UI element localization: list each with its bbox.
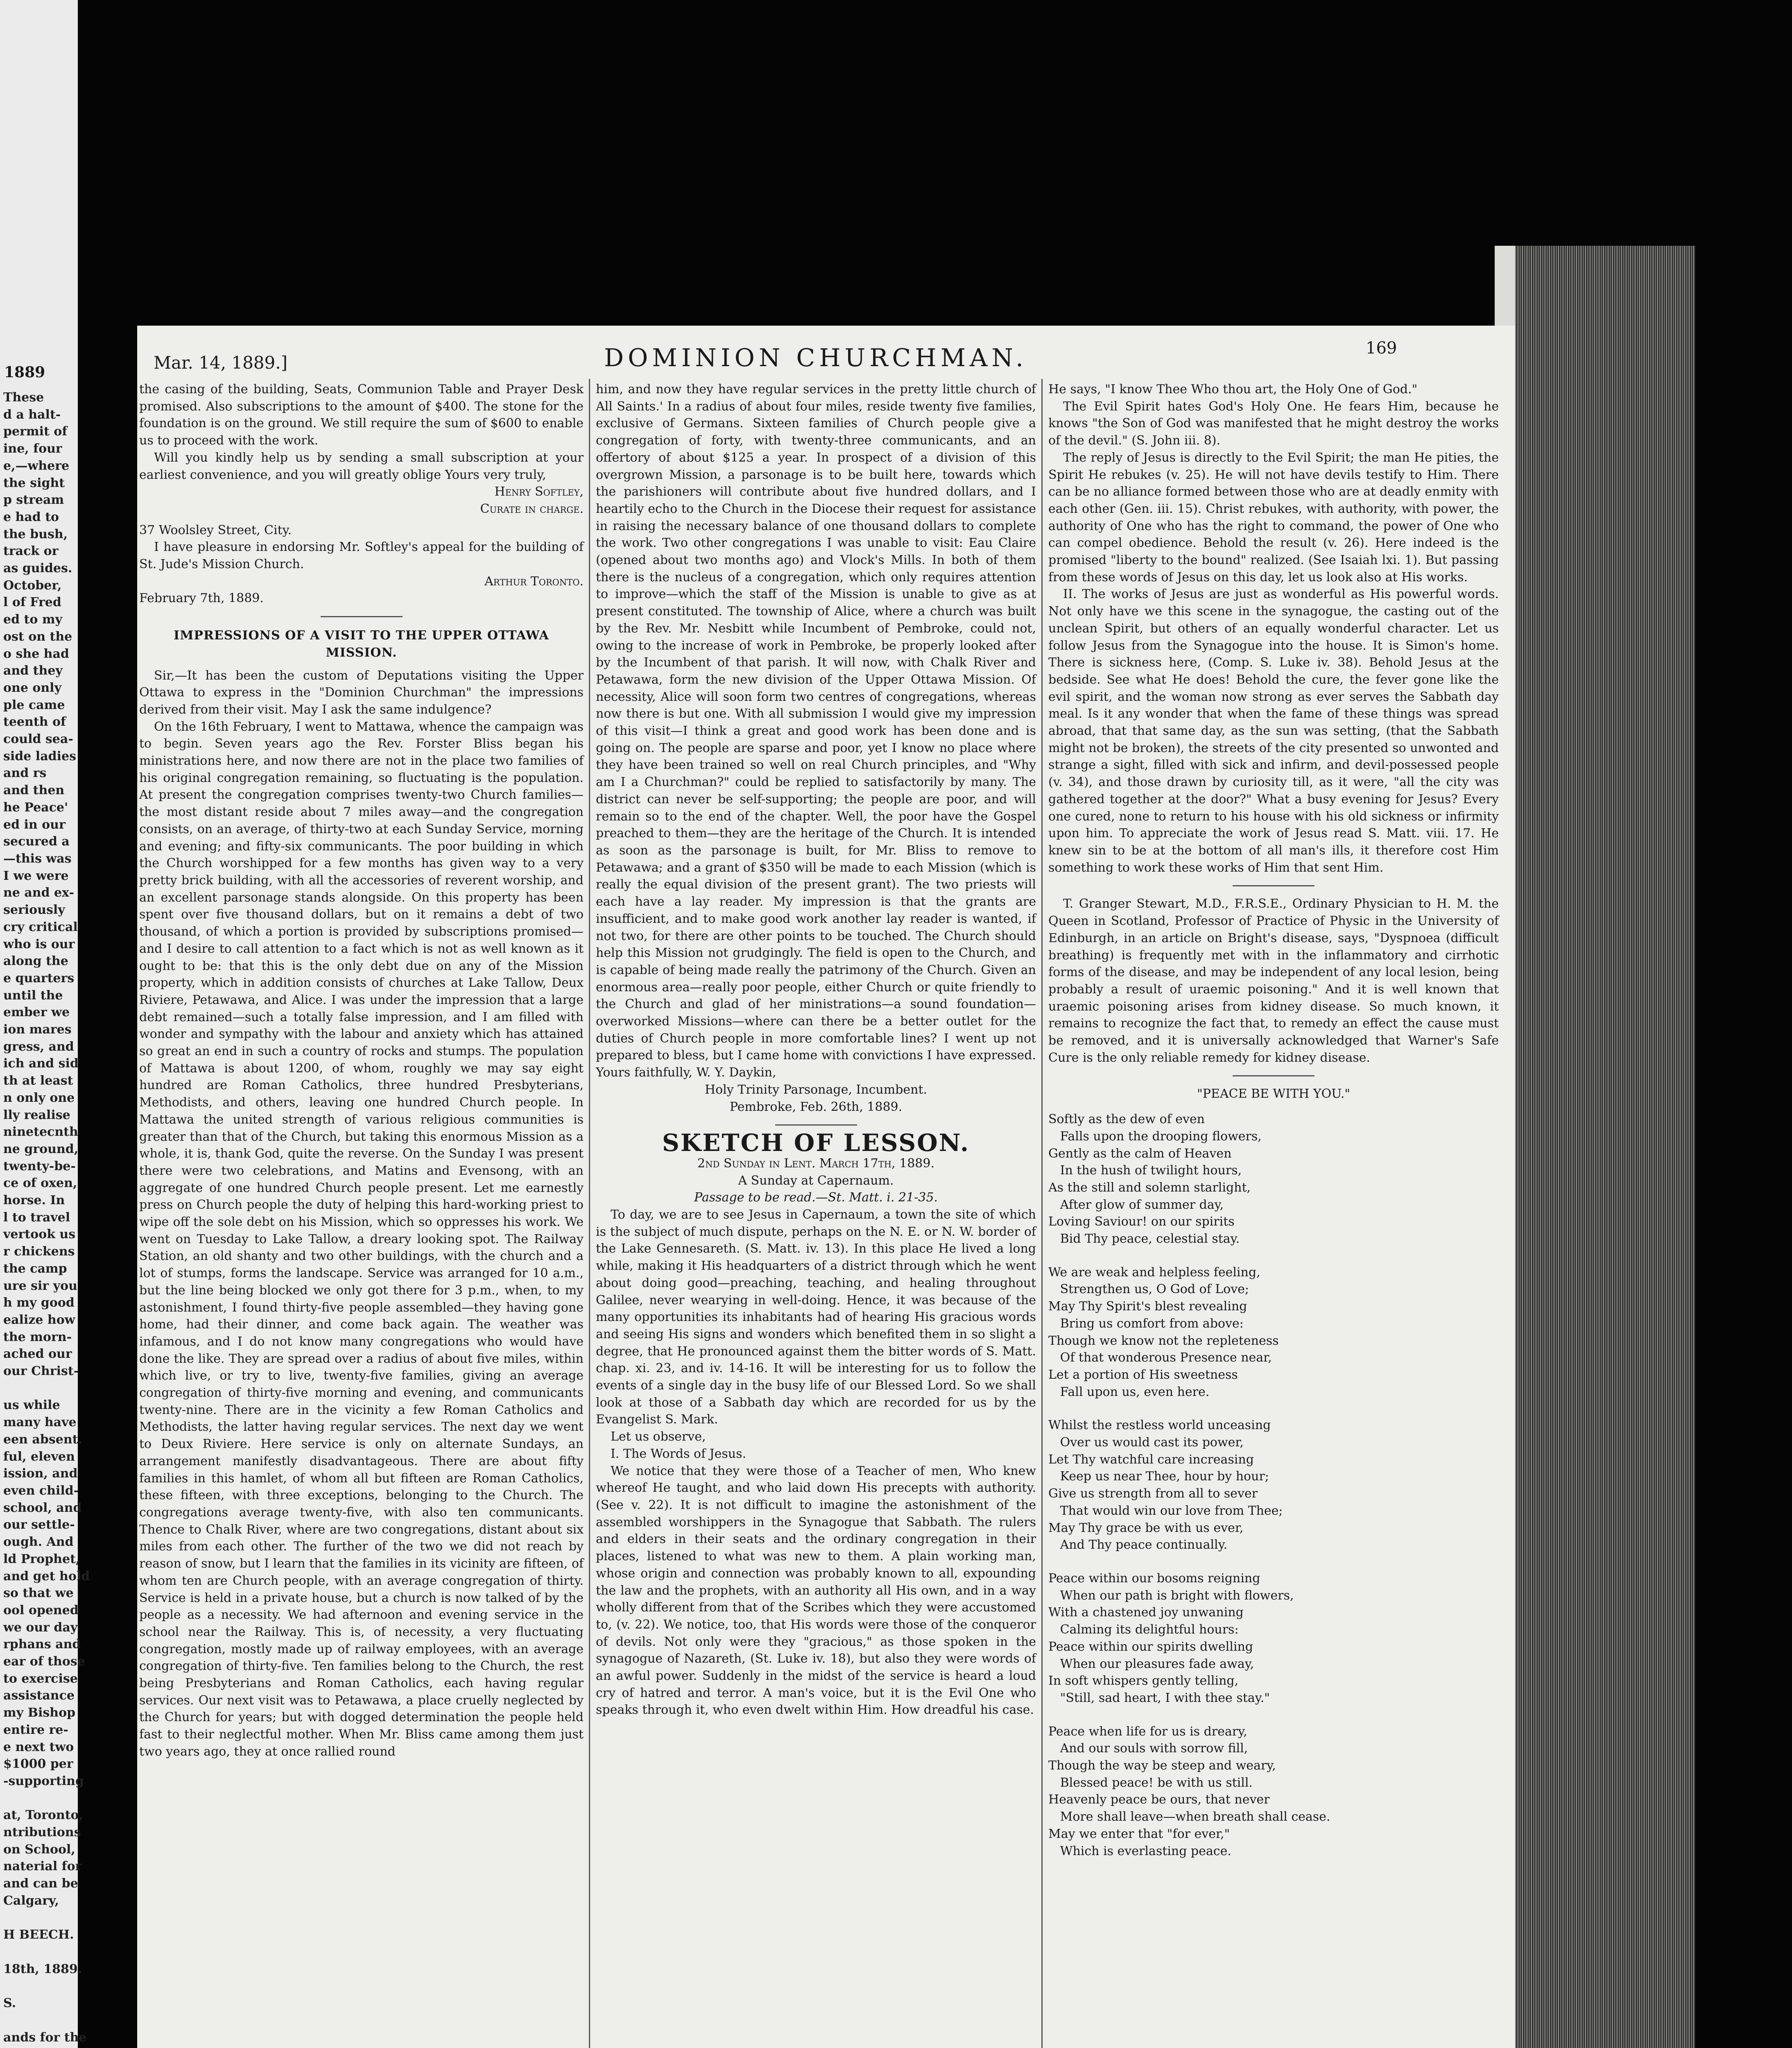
left-page-line bbox=[3, 2012, 76, 2029]
endorsement-signature: Arthur Toronto. bbox=[484, 574, 584, 589]
left-page-line: I we were bbox=[3, 868, 69, 883]
left-page-line: to exercise bbox=[3, 1671, 78, 1686]
left-page-line: as guides. bbox=[3, 561, 72, 576]
left-page-line: vertook us bbox=[3, 1227, 76, 1242]
left-page-line: on School, bbox=[3, 1842, 75, 1857]
left-page-line: could sea- bbox=[3, 732, 73, 747]
poem-line: Whilst the restless world unceasing bbox=[1048, 1418, 1271, 1433]
column-2 bbox=[596, 381, 1036, 1719]
left-page-line: the morn- bbox=[3, 1330, 72, 1344]
article-paragraph: Sir,—It has been the custom of Deputations visiting the Upper Ottawa to express in the "Dominion Churchman" the impressions derived from their visit. May I ask the same indulgence? bbox=[139, 668, 584, 717]
left-page-line: who is our bbox=[3, 937, 75, 952]
left-page-line: our Christ- bbox=[3, 1364, 79, 1379]
left-page-line: lly realise bbox=[3, 1108, 70, 1122]
left-page-line: he Peace' bbox=[3, 800, 68, 815]
left-page-line: and rs bbox=[3, 766, 47, 781]
left-page-line: permit of bbox=[3, 424, 68, 439]
poem-line: Peace within our spirits dwelling bbox=[1048, 1639, 1253, 1654]
column-rule-2 bbox=[1041, 379, 1043, 2048]
left-page-line: ful, eleven bbox=[3, 1449, 75, 1464]
poem-line: May we enter that "for ever," bbox=[1048, 1826, 1230, 1841]
lesson-paragraph: He says, "I know Thee Who thou art, the Holy One of God." bbox=[1048, 382, 1418, 396]
letter-paragraph: Will you kindly help us by sending a small subscription at your earliest convenience, and you will greatly oblige Yours very truly, bbox=[139, 450, 584, 482]
left-page-line: e next two bbox=[3, 1740, 74, 1754]
left-page-line: one only bbox=[3, 680, 62, 695]
left-page-line: o she had bbox=[3, 646, 69, 661]
lesson-paragraph: To day, we are to see Jesus in Capernaum, a town the site of which is the subject of much dispute, perhaps on the N. E. or N. W. border of the Lake Gennesareth. (S. Matt. iv. 13). In this place He lived a long while, making it His headquarters of a district through which he went about doing good—preaching, teaching, and healing throughout Galilee, never wearying in well-doing. Hence, it was because of the many opportunities its inhabitants had of hearing His gracious words and seeing His signs and wonders which benefited them in so slight a degree, that He pronounced against them the bitter words of S. Matt. chap. xi. 23, and iv. 14-16. It will be interesting for us to follow the events of a single day in the busy life of our Blessed Lord. So we shall look at those of a Sabbath day which are recorded for us by the Evangelist S. Mark. bbox=[596, 1208, 1036, 1427]
left-page-line: seriously bbox=[3, 903, 65, 918]
section-divider bbox=[1233, 1075, 1315, 1076]
book-page-edges bbox=[1515, 246, 1695, 2048]
left-page-line: ne ground, bbox=[3, 1142, 79, 1156]
left-page-line bbox=[3, 1978, 76, 1995]
lesson-subtitle: 2nd Sunday in Lent. March 17th, 1889. bbox=[697, 1156, 934, 1171]
left-page-line: us while bbox=[3, 1398, 60, 1413]
poem-line: And Thy peace continually. bbox=[1048, 1538, 1228, 1552]
poem-line: Let a portion of His sweetness bbox=[1048, 1367, 1238, 1382]
advertisement-paragraph: T. Granger Stewart, M.D., F.R.S.E., Ordinary Physician to H. M. the Queen in Scotland, Professor of Practice of Physic in the University of Edinburgh, in an article on Bright's disease, says, "Dyspnoea (difficult breathing) is frequently met with in the inflammatory and cirrhotic forms of the disease, and may be independent of any local lesion, being probably a result of uraemic poisoning." And it is well known that uraemic poisoning arises from kidney disease. So much known, it remains to recognize the fact that, to remedy an effect the cause must be removed, and it is universally acknowledged that Warner's Safe Cure is the only reliable remedy for kidney disease. bbox=[1048, 897, 1499, 1065]
left-page-line: assistance bbox=[3, 1688, 75, 1703]
left-page-line: een absent. bbox=[3, 1432, 82, 1447]
poem-line: Keep us near Thee, hour by hour; bbox=[1048, 1469, 1269, 1484]
left-page-line: the bush, bbox=[3, 527, 68, 541]
left-page-line: ed to my bbox=[3, 612, 62, 627]
lesson-paragraph: The Evil Spirit hates God's Holy One. He fears Him, because he knows "the Son of God was manifested that he might destroy the works of the devil." (S. John iii. 8). bbox=[1048, 399, 1499, 448]
poem-title: "PEACE BE WITH YOU." bbox=[1197, 1087, 1351, 1101]
left-page-line: track or bbox=[3, 544, 59, 559]
poem-line: Softly as the dew of even bbox=[1048, 1112, 1205, 1127]
left-page-line: ich and sid bbox=[3, 1056, 79, 1071]
lesson-topic: A Sunday at Capernaum. bbox=[738, 1173, 894, 1188]
left-page-line: the camp bbox=[3, 1261, 67, 1276]
left-page-line: many have bbox=[3, 1415, 77, 1430]
poem-line: Peace when life for us is dreary, bbox=[1048, 1724, 1247, 1739]
poem-line: Bid Thy peace, celestial stay. bbox=[1048, 1232, 1240, 1246]
left-page-line: gress, and bbox=[3, 1039, 74, 1054]
newspaper-page bbox=[137, 326, 1515, 2048]
left-page-line: th at least bbox=[3, 1074, 73, 1088]
poem-line: That would win our love from Thee; bbox=[1048, 1503, 1283, 1518]
left-page-line: ember we bbox=[3, 1005, 70, 1020]
poem-line: When our path is bright with flowers, bbox=[1048, 1588, 1294, 1603]
left-page-line: —this was bbox=[3, 851, 72, 866]
left-page-line: l of Fred bbox=[3, 595, 61, 610]
poem-line: With a chastened joy unwaning bbox=[1048, 1605, 1244, 1620]
lesson-paragraph: II. The works of Jesus are just as wonderful as His powerful words. Not only have we this scene in the synagogue, the casting out of the unclean Spirit, but others of an equally wonderful character. Let us follow Jesus from the Synagogue into the house. It is Simon's home. There is sickness here, (Comp. S. Luke iv. 38). Behold Jesus at the bedside. See what He does! Behold the cure, the fever gone like the evil spirit, and the woman now strong as ever serves the Sabbath day meal. Is it any wonder that when the fame of these things was spread abroad, that that same day, as the sun was setting, (that the Sabbath might not be broken), the streets of the city presented so unwonted and strange a sight, filled with sick and infirm, and devil-possessed people (v. 34), and those drawn by curiosity till, as it were, "all the city was gathered together at the door?" What a busy evening for Jesus? Every one cured, none to return to his house with his old sickness or infirmity upon him. To appreciate the work of Jesus read S. Matt. viii. 17. He knew sin to be at the bottom of all man's ills, it therefore cost Him something to work these works of Him that sent Him. bbox=[1048, 587, 1499, 875]
left-page-line: our settle- bbox=[3, 1518, 75, 1532]
poem-line: Though we know not the repleteness bbox=[1048, 1333, 1279, 1348]
left-page-line: and get hold bbox=[3, 1569, 90, 1584]
poem-line: "Still, sad heart, I with thee stay." bbox=[1048, 1690, 1270, 1705]
left-page-line: e had to bbox=[3, 510, 59, 524]
left-page-line: -supporting bbox=[3, 1774, 84, 1788]
left-page-line bbox=[3, 1944, 76, 1961]
page-number: 169 bbox=[1366, 339, 1397, 358]
running-head bbox=[137, 339, 1515, 373]
left-page-line: ed in our bbox=[3, 817, 66, 832]
left-page-line: even child- bbox=[3, 1484, 79, 1498]
left-page-line: ple came bbox=[3, 698, 65, 712]
poem-line: More shall leave—when breath shall cease. bbox=[1048, 1810, 1330, 1824]
poem-line: Strengthen us, O God of Love; bbox=[1048, 1282, 1249, 1297]
left-page-line: and they bbox=[3, 664, 63, 678]
left-page-line: l to travel bbox=[3, 1210, 70, 1225]
signature-line: Holy Trinity Parsonage, Incumbent. bbox=[704, 1082, 928, 1097]
lesson-paragraph: We notice that they were those of a Teacher of men, Who knew whereof He taught, and who laid down His precepts with authority. (See v. 22). It is not difficult to imagine the astonishment of the assembled worshippers in the Synagogue that Sabbath. The rulers and elders in their seats and the ordinary congregation in their places, listened to what was new to them. A plain working man, whose origin and connection was probably known to all, expounding the law and the prophets, with an authority all His own, and in a way wholly different from that of the Scribes which they were accustomed to, (v. 22). We notice, too, that His words were those of the conqueror of devils. Not only were they "gracious," as those spoken in the synagogue of Nazareth, (St. Luke iv. 18), but also they were words of an awful power. Suddenly in the midst of the service is heard a loud cry of hatred and terror. A man's voice, but it is the Evil One who speaks through it, who even dwelt within Him. How dreadful his case. bbox=[596, 1464, 1036, 1717]
left-page-line: at, Toronto, bbox=[3, 1808, 84, 1823]
left-page-line: $1000 per bbox=[3, 1757, 73, 1772]
poem-line: And our souls with sorrow fill, bbox=[1048, 1741, 1248, 1756]
poem-line: Gently as the calm of Heaven bbox=[1048, 1146, 1232, 1161]
poem-line: Blessed peace! be with us still. bbox=[1048, 1775, 1253, 1790]
left-page-line bbox=[3, 1790, 76, 1807]
left-page-text bbox=[3, 389, 90, 2048]
left-page-fragment bbox=[0, 0, 90, 2048]
poem-line: May Thy grace be with us ever, bbox=[1048, 1520, 1244, 1535]
poem-line: When our pleasures fade away, bbox=[1048, 1656, 1254, 1671]
poem-line: In the hush of twilight hours, bbox=[1048, 1163, 1242, 1178]
left-page-line: side ladies bbox=[3, 749, 76, 763]
left-page-line: so that we bbox=[3, 1586, 74, 1601]
poem-line: May Thy Spirit's blest revealing bbox=[1048, 1299, 1247, 1314]
left-page-line: ached our bbox=[3, 1347, 72, 1362]
left-page-line: ool opened bbox=[3, 1603, 79, 1618]
lesson-paragraph: The reply of Jesus is directly to the Evil Spirit; the man He pities, the Spirit He rebukes (v. 25). He will not have devils testify to Him. There can be no alliance formed between those who are at deadly enmity with each other (Gen. iii. 15). Christ rebukes, with authority, with power, the authority of One who has the right to command, the power of One who can compel obedience. Behold the result (v. 26). Here indeed is the promised "liberty to the bound" realized. (See Isaiah lxi. 1). But passing from these words of Jesus on this day, let us look also at His works. bbox=[1048, 450, 1499, 584]
letter-paragraph: the casing of the building, Seats, Communion Table and Prayer Desk promised. Also subscriptions to the amount of $400. The stone for the foundation is on the ground. We still require the sum of $600 to enable us to proceed with the work. bbox=[139, 382, 584, 448]
poem-line: Of that wonderous Presence near, bbox=[1048, 1350, 1272, 1365]
left-page-line: rphans and bbox=[3, 1637, 81, 1652]
endorsement-date: February 7th, 1889. bbox=[139, 591, 264, 606]
left-page-line: ure sir you bbox=[3, 1278, 77, 1293]
poem-line: Give us strength from all to sever bbox=[1048, 1486, 1258, 1501]
left-page-line: r chickens bbox=[3, 1244, 75, 1259]
left-page-line: school, and bbox=[3, 1500, 82, 1515]
left-page-line: ission, and bbox=[3, 1466, 78, 1481]
poem-line: Which is everlasting peace. bbox=[1048, 1844, 1231, 1858]
left-page-line: teenth of bbox=[3, 715, 66, 729]
left-page-line: e,—where bbox=[3, 458, 70, 473]
poem-line: Calming its delightful hours: bbox=[1048, 1622, 1239, 1637]
signature-place: Pembroke, Feb. 26th, 1889. bbox=[729, 1099, 903, 1114]
poem-line: Fall upon us, even here. bbox=[1048, 1384, 1210, 1399]
left-page-line: the sight bbox=[3, 476, 65, 490]
section-divider bbox=[321, 616, 403, 617]
lesson-title: SKETCH OF LESSON. bbox=[662, 1129, 970, 1157]
poem-stanza bbox=[1048, 1111, 1499, 1248]
left-page-line: 18th, 1889. bbox=[3, 1962, 82, 1976]
left-page-line: ntributions bbox=[3, 1825, 81, 1840]
left-page-line: ld Prophet, bbox=[3, 1552, 80, 1566]
article-heading: IMPRESSIONS OF A VISIT TO THE UPPER OTTAWA MISSION. bbox=[174, 628, 549, 660]
left-page-line: e quarters bbox=[3, 971, 75, 985]
left-page-line: naterial for bbox=[3, 1859, 82, 1874]
article-paragraph: him, and now they have regular services in the pretty little church of All Saints.' In a radius of about four miles, reside twenty five families, exclusive of Germans. Sixteen families of Church people give a congregation of forty, with twenty-three communicants, and an offertory of about $125 a year. In prospect of a division of this overgrown Mission, a parsonage is to be built here, towards which the parishioners will contribute about five hundred dollars, and I heartily echo to the Church in the Diocese their request for assistance in raising the necessary balance of one thousand dollars to complete the work. Two other congregations I was unable to visit: Eau Claire (opened about two months ago) and Vlock's Mills. In both of them there is the nucleus of a congregation, which only requires attention to improve—which the staff of the Mission is unable to give as at present constituted. The township of Alice, where a church was built by the Rev. Mr. Nesbitt while Incumbent of Pembroke, could not, owing to the increase of work in Pembroke, be properly looked after by the Incumbent of that parish. It will now, with Chalk River and Petawawa, form the new division of the Upper Ottawa Mission. Of necessity, Alice will soon form two centres of congregations, whereas now there is but one. With all submission I would give my impression of this visit—I think a great and good work has been done and is going on. The people are sparse and poor, yet I know no place where they have been trained so well on real Church principles, and "Why am I a Churchman?" could be replied to satisfactorily by many. The district can never be self-supporting; the people are poor, and will remain so to the end of the chapter. Well, the poor have the Gospel preached to them—they are the heritage of the Church. It is intended as soon as the parsonage is built, for Mr. Bliss to remove to Petawawa; and a grant of $350 will be made to each Mission (which is really the equal division of the present grant). The two priests will each have a lay reader. My impression is that the grants are insufficient, and to make good work another lay reader is wanted, if not two, for there are other points to be touched. The Church should help this Mission not grudgingly. The field is open to the Church, and is capable of being made really the patrimony of the Church. Given an enormous area—really poor people, either Church or quite friendly to the Church and glad of her ministrations—a sound foundation—overworked Missions—where can there be a better outlet for the duties of Church people in more comfortable lines? I went up not prepared to bless, but I came home with convictions I have expressed. Yours faithfully, W. Y. Daykin, bbox=[596, 382, 1036, 1080]
left-page-line: ear of those bbox=[3, 1654, 85, 1669]
column-rule-1 bbox=[589, 379, 590, 2048]
left-page-line: ine, four bbox=[3, 442, 62, 456]
left-page-line: entire re- bbox=[3, 1722, 68, 1737]
address-line: 37 Woolsley Street, City. bbox=[139, 523, 292, 537]
left-page-line: horse. In bbox=[3, 1193, 65, 1208]
poem-line: In soft whispers gently telling, bbox=[1048, 1674, 1239, 1688]
left-page-line: n only one bbox=[3, 1090, 75, 1105]
left-page-line: Calgary, bbox=[3, 1893, 59, 1908]
poem-line: Peace within our bosoms reigning bbox=[1048, 1571, 1260, 1586]
left-page-line: d a halt- bbox=[3, 407, 61, 422]
lesson-paragraph: Let us observe, bbox=[611, 1430, 706, 1444]
left-page-line: cry critical bbox=[3, 920, 78, 934]
signature-name: Henry Softley, bbox=[494, 485, 584, 499]
left-page-line: These bbox=[3, 390, 44, 405]
poem-line: Let Thy watchful care increasing bbox=[1048, 1452, 1254, 1467]
left-page-line: ne and ex- bbox=[3, 886, 74, 900]
left-page-line: p stream bbox=[3, 493, 64, 507]
left-page-line bbox=[3, 1380, 76, 1397]
article-paragraph: On the 16th February, I went to Mattawa, whence the campaign was to begin. Seven years ago the Rev. Forster Bliss began his ministrations here, and now there are not in the place two families of his original congregation remaining, so fluctuating is the population. At present the congregation comprises twenty-two Church families—the most distant reside about 7 miles away—and the congregation consists, on an average, of thirty-two at each Sunday Service, morning and evening; and fifty-six communicants. The poor building in which the Church worshipped for a few months has given way to a very pretty brick building, with all the accessories of reverent worship, and an excellent parsonage stands alongside. On this property has been spent over five thousand dollars, but on it remains a debt of two thousand, of which a portion is provided by subscriptions promised—and I desire to call attention to a fact which is not as well known as it ought to be: that this is the only debt due on any of the Mission property, which in addition consists of churches at Lake Tallow, Deux Riviere, Petawawa, and Alice. I was under the impression that a large debt remained—such a totally false impression, and I am filled with wonder and sympathy with the labour and anxiety which has attained so great an end in such a country of rocks and stumps. The population of Mattawa is about 1200, of whom, roughly we may say eight hundred are Roman Catholics, three hundred Presbyterians, Methodists, and others, leaving one hundred Church people. In Mattawa the united strength of various religious communities is greater than that of the Church, but taking this enormous Mission as a whole, it is, thank God, quite the reverse. On the Sunday I was present there were two celebrations, and Matins and Evensong, with an aggregate of one hundred Church people present. Let me earnestly press on Church people the duty of helping this hard-working priest to wipe off the sole debt on his Mission, which so oppresses his work. We went on Tuesday to Lake Tallow, a dreary looking spot. The Railway Station, an old shanty and two other buildings, with the church and a lot of stumps, forms the landscape. Service was arranged for 10 a.m., but the line being blocked we only got there for 3 p.m., when, to my astonishment, I found thirty-five people assembled—they having gone home, had their dinner, and come back again. The weather was infamous, and I do not know many congregations who would have done the like. They are spread over a radius of about five miles, within which live, or try to live, twenty-five families, giving an average congregation of thirty-five morning and evening, and communicants twenty-nine. There are in the vicinity a few Roman Catholics and Methodists, the latter having regular services. The next day we went to Deux Riviere. Here service is only on alternate Sundays, an arrangement manifestly disadvantageous. There are about fifty families in this hamlet, of whom all but fifteen are Roman Catholics, these fifteen, with three exceptions, belonging to the Church. The congregations average twenty-five, with also ten communicants. Thence to Chalk River, where are two congregations, distant about six miles from each other. The further of the two we did not reach by reason of snow, but I learn that the families in its vicinity are fifteen, of whom ten are Church people, with an average congregation of thirty. Service is held in a private house, but a church is now talked of by the people as a necessity. We had afternoon and evening service in the school near the Railway. This is, of necessity, a very fluctuating congregation, mostly made up of railway employees, with an average congregation of thirty-five. Ten families belong to the Church, the rest being Presbyterians and Roman Catholics, each having regular services. Our next visit was to Petawawa, a place cruelly neglected by the Church for years; but with dogged determination the people held fast to their neglectful mother. When Mr. Bliss came among them just two years ago, they at once rallied round bbox=[139, 719, 584, 1759]
poem-line: Bring us comfort from above: bbox=[1048, 1316, 1244, 1331]
left-page-line: secured a bbox=[3, 834, 70, 849]
poem-line: After glow of summer day, bbox=[1048, 1197, 1224, 1212]
poem bbox=[1048, 1111, 1499, 1860]
left-page-line: we our day bbox=[3, 1620, 78, 1635]
poem-stanza bbox=[1048, 1570, 1499, 1707]
lesson-passage: Passage to be read.—St. Matt. i. 21-35. bbox=[694, 1190, 938, 1205]
poem-line: Loving Saviour! on our spirits bbox=[1048, 1214, 1235, 1229]
issue-date: Mar. 14, 1889.] bbox=[154, 353, 287, 373]
column-1 bbox=[139, 381, 584, 1760]
publication-title: DOMINION CHURCHMAN. bbox=[604, 344, 1028, 372]
section-divider bbox=[1233, 885, 1315, 886]
left-page-line: along the bbox=[3, 954, 68, 969]
endorsement-paragraph: I have pleasure in endorsing Mr. Softley's appeal for the building of St. Jude's Mission Church. bbox=[139, 540, 584, 572]
left-page-line: until the bbox=[3, 988, 63, 1003]
poem-stanza bbox=[1048, 1723, 1499, 1860]
left-page-line: and then bbox=[3, 783, 65, 798]
left-page-line: twenty-be- bbox=[3, 1159, 76, 1174]
lesson-subheading: I. The Words of Jesus. bbox=[611, 1446, 747, 1461]
poem-line: As the still and solemn starlight, bbox=[1048, 1180, 1251, 1195]
poem-line: Falls upon the drooping flowers, bbox=[1048, 1129, 1262, 1144]
left-page-line bbox=[3, 1910, 76, 1927]
poem-line: Over us would cast its power, bbox=[1048, 1435, 1244, 1450]
poem-stanza bbox=[1048, 1264, 1499, 1401]
signature-title: Curate in charge. bbox=[480, 501, 584, 516]
left-page-line: ealize how bbox=[3, 1312, 75, 1327]
left-page-line: ands for the bbox=[3, 2030, 87, 2045]
poem-stanza bbox=[1048, 1417, 1499, 1554]
poem-line: Heavenly peace be ours, that never bbox=[1048, 1792, 1270, 1807]
left-page-line: and can be bbox=[3, 1876, 78, 1891]
poem-line: Though the way be steep and weary, bbox=[1048, 1758, 1276, 1773]
left-page-line: ce of oxen, bbox=[3, 1176, 77, 1191]
section-divider bbox=[775, 1124, 857, 1126]
left-page-line: my Bishop bbox=[3, 1706, 76, 1720]
left-page-year: 1889 bbox=[4, 364, 45, 381]
left-page-line: ough. And bbox=[3, 1535, 74, 1550]
left-page-line: H BEECH. bbox=[3, 1928, 74, 1942]
left-page-line: ost on the bbox=[3, 629, 72, 644]
left-page-line bbox=[3, 2046, 76, 2048]
left-page-line: ion mares bbox=[3, 1022, 72, 1037]
left-page-line: S. bbox=[3, 1996, 16, 2011]
poem-line: We are weak and helpless feeling, bbox=[1048, 1265, 1260, 1280]
column-3 bbox=[1048, 381, 1499, 1876]
left-page-line: h my good bbox=[3, 1296, 75, 1310]
left-page-line: October, bbox=[3, 578, 62, 593]
left-page-line: ninetecnth bbox=[3, 1125, 78, 1140]
